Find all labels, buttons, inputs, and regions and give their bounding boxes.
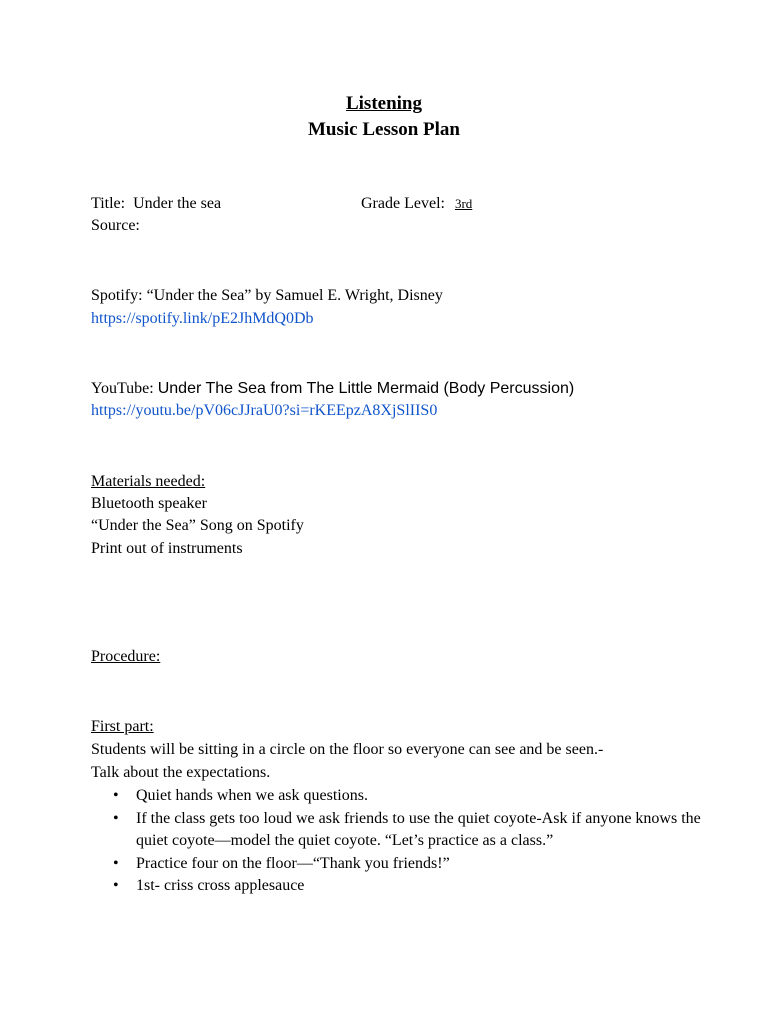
first-part-text: Students will be sitting in a circle on the floor so everyone can see and be seen.- [91, 741, 604, 758]
source-label: Source: [91, 217, 140, 234]
list-item: • Practice four on the floor—“Thank you friends!” [91, 853, 711, 876]
material-item: “Under the Sea” Song on Spotify [91, 517, 304, 534]
first-part-text: Talk about the expectations. [91, 764, 271, 781]
title-line [91, 193, 221, 216]
procedure-heading: Procedure: [91, 648, 161, 665]
page-title: Listening [345, 93, 423, 114]
material-item: Bluetooth speaker [91, 495, 207, 512]
grade-value: 3rd [454, 196, 473, 211]
spotify-label: Spotify: “Under the Sea” by Samuel E. Wright, Disney [91, 287, 443, 304]
grade-label: Grade Level: [361, 195, 445, 212]
first-part-heading: First part: [91, 718, 154, 735]
grade-line [361, 193, 472, 216]
list-item: • Quiet hands when we ask questions. [91, 785, 711, 808]
youtube-label: YouTube: [91, 380, 154, 397]
page-subtitle: Music Lesson Plan [307, 119, 461, 140]
expectations-list [91, 785, 711, 898]
title-value: Under the sea [133, 195, 222, 212]
list-item: • If the class gets too loud we ask friends to use the quiet coyote-Ask if anyone knows the quiet coyote—model the quiet coyote. “Let’s practice as a class.” [91, 808, 711, 853]
youtube-title: Under The Sea from The Little Mermaid (Body Percussion) [157, 380, 575, 397]
materials-heading: Materials needed: [91, 473, 206, 490]
material-item: Print out of instruments [91, 540, 243, 557]
youtube-line [91, 378, 574, 401]
list-item: • 1st- criss cross applesauce [91, 875, 711, 898]
spotify-link[interactable]: https://spotify.link/pE2JhMdQ0Db [91, 310, 314, 327]
title-label: Title: [91, 195, 126, 212]
youtube-link[interactable]: https://youtu.be/pV06cJJraU0?si=rKEEpzA8XjSlIIS0 [91, 402, 438, 419]
